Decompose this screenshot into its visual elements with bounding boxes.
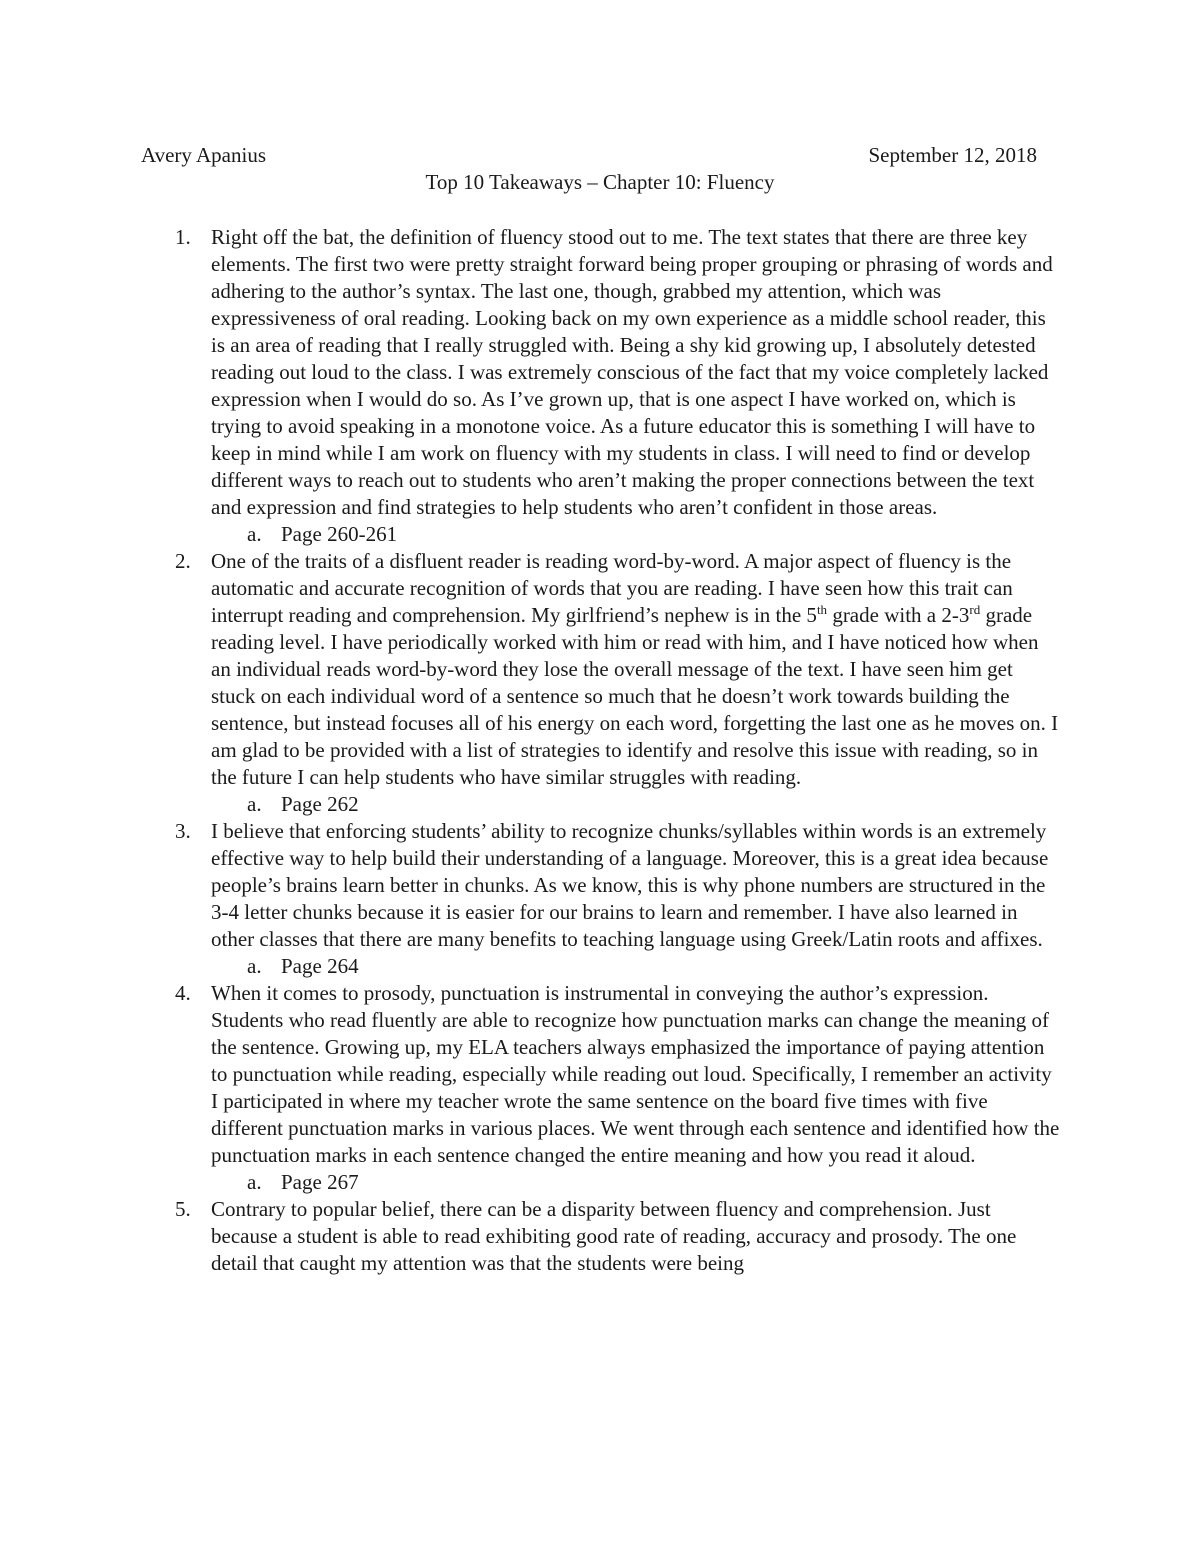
document-title: Top 10 Takeaways – Chapter 10: Fluency	[425, 170, 775, 194]
author-name: Avery Apanius	[141, 143, 267, 167]
text-segment: One of the traits of a disfluent reader is reading word-by-word. A major aspect of fluency is the automatic and accurate recognition of words that you are reading. I have seen how this trait can interrupt reading and comprehension. My girlfriend’s nephew is in the 5	[211, 549, 1013, 627]
takeaway-list	[175, 224, 1061, 1277]
page-ref-text: Page 262	[281, 792, 359, 816]
takeaway-text	[211, 548, 1061, 791]
header-row	[141, 142, 1037, 169]
page-ref-text: Page 260-261	[281, 522, 398, 546]
takeaway-number: 4.	[175, 981, 191, 1005]
takeaway-item	[175, 548, 1061, 818]
page-ref-text: Page 267	[281, 1170, 359, 1194]
takeaway-number: 2.	[175, 549, 191, 573]
date: September 12, 2018	[868, 143, 1037, 167]
page-reference	[211, 953, 1061, 980]
page-reference	[211, 521, 1061, 548]
text-segment: grade with a 2-3	[827, 603, 970, 627]
text-segment: grade reading level. I have periodically worked with him or read with him, and I have noticed how when an individual reads word-by-word they lose the overall message of the text. I have seen him get stuck on each individual word of a sentence so much that he doesn’t work towards building the sentence, but instead focuses all of his energy on each word, forgetting the last one as he moves on. I am glad to be provided with a list of strategies to identify and resolve this issue with reading, so in the future I can help students who have similar struggles with reading.	[211, 603, 1059, 789]
takeaway-number: 3.	[175, 819, 191, 843]
superscript: th	[816, 602, 828, 617]
takeaway-text: I believe that enforcing students’ ability to recognize chunks/syllables within words is an extremely effective way to help build their understanding of a language. Moreover, this is a great idea because people’s brains learn better in chunks. As we know, this is why phone numbers are structured in the 3-4 letter chunks because it is easier for our brains to learn and remember. I have also learned in other classes that there are many benefits to teaching language using Greek/Latin roots and affixes.	[211, 819, 1049, 951]
sub-label: a.	[247, 954, 262, 978]
sub-label: a.	[247, 792, 262, 816]
page-reference	[211, 1169, 1061, 1196]
takeaway-number: 1.	[175, 225, 191, 249]
sub-label: a.	[247, 522, 262, 546]
takeaway-text: Contrary to popular belief, there can be a disparity between fluency and comprehension. Just because a student is able to read exhibiting good rate of reading, accuracy and prosody. The one detail that caught my attention was that the students were being	[211, 1197, 1017, 1275]
page-ref-text: Page 264	[281, 954, 359, 978]
page-reference	[211, 791, 1061, 818]
takeaway-number: 5.	[175, 1197, 191, 1221]
takeaway-item	[175, 818, 1061, 980]
superscript: rd	[969, 602, 981, 617]
sub-label: a.	[247, 1170, 262, 1194]
takeaway-item	[175, 1196, 1061, 1277]
takeaway-item	[175, 224, 1061, 548]
takeaway-text: Right off the bat, the definition of fluency stood out to me. The text states that there are three key elements. The first two were pretty straight forward being proper grouping or phrasing of words and adhering to the author’s syntax. The last one, though, grabbed my attention, which was expressiveness of oral reading. Looking back on my own experience as a middle school reader, this is an area of reading that I really struggled with. Being a shy kid growing up, I absolutely detested reading out loud to the class. I was extremely conscious of the fact that my voice completely lacked expression when I would do so. As I’ve grown up, that is one aspect I have worked on, which is trying to avoid speaking in a monotone voice. As a future educator this is something I will have to keep in mind while I am work on fluency with my students in class. I will need to find or develop different ways to reach out to students who aren’t making the proper connections between the text and expression and find strategies to help students who aren’t confident in those areas.	[211, 225, 1053, 519]
takeaway-item	[175, 980, 1061, 1196]
takeaway-text: When it comes to prosody, punctuation is instrumental in conveying the author’s expression. Students who read fluently are able to recognize how punctuation marks can change the meaning of the sentence. Growing up, my ELA teachers always emphasized the importance of paying attention to punctuation while reading, especially while reading out loud. Specifically, I remember an activity I participated in where my teacher wrote the same sentence on the board five times with five different punctuation marks in various places. We went through each sentence and identified how the punctuation marks in each sentence changed the entire meaning and how you read it aloud.	[211, 981, 1060, 1167]
